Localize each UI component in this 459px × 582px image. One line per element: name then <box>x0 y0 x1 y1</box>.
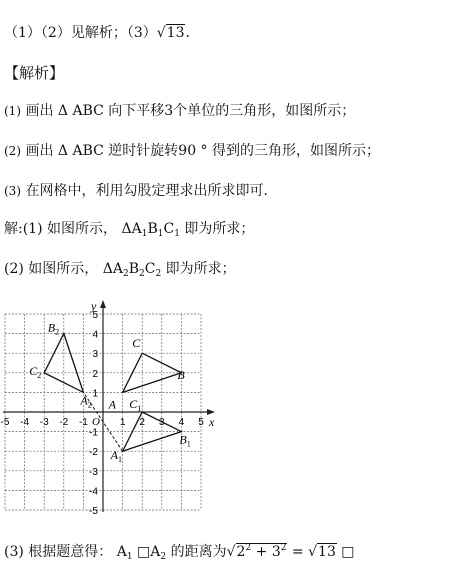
conclusion-box-2: □ <box>336 544 355 560</box>
conclusion-box-1: □ <box>137 544 151 560</box>
label-b1: $B_1$ <box>179 432 191 449</box>
hint-1-num: (1) <box>4 104 21 118</box>
hint-1 <box>4 100 355 120</box>
tri2-sub-c: 2 <box>155 269 162 279</box>
y-tick-label: -4 <box>89 486 98 498</box>
analysis-heading: 【解析】 <box>4 64 65 82</box>
y-tick-label: -2 <box>89 447 98 459</box>
x-tick-label: -2 <box>59 417 69 428</box>
x-axis-label: x <box>209 415 215 429</box>
label-b2: $B_2$ <box>47 320 60 337</box>
y-tick-label: -5 <box>89 506 98 517</box>
conclusion-middle: 的距离为 <box>166 544 227 560</box>
conclusion-radicand-b: 3 <box>271 544 281 560</box>
x-tick-label: -5 <box>0 417 10 428</box>
conclusion-plus: + <box>251 544 272 560</box>
label-c2: $C_2$ <box>29 363 42 380</box>
tri2-vertex-c: C <box>144 261 156 277</box>
tri1-sub-c: 1 <box>174 229 180 239</box>
x-tick-label: -1 <box>78 417 88 428</box>
x-tick-label: 2 <box>139 417 145 428</box>
conclusion-sqrt-sign-2: √ <box>308 544 318 560</box>
hint-2 <box>4 140 380 160</box>
hint-3-num: (3) <box>4 184 21 198</box>
answer-prefix: （1）（2）见解析；（3） <box>4 25 157 41</box>
tri2-delta: Δ <box>102 261 113 277</box>
hint-3 <box>4 180 277 200</box>
answer-sqrt-value: 13 <box>166 25 185 41</box>
label-b: B <box>177 367 185 382</box>
solution-prefix: 解:(1) 如图所示， <box>4 221 117 237</box>
y-axis-arrow <box>100 300 106 308</box>
y-tick-label: 4 <box>92 329 98 341</box>
y-tick-label: 3 <box>92 349 98 361</box>
conclusion-prefix: (3) 根据题意得： <box>4 544 113 560</box>
tri2-vertex-b: B <box>128 261 140 277</box>
x-tick-label: -3 <box>39 417 49 428</box>
tri2-sub-a: 2 <box>122 269 129 279</box>
x-tick-label: 4 <box>178 417 185 428</box>
x-tick-label: 1 <box>119 417 126 428</box>
label-a1: $A_1$ <box>110 448 122 465</box>
tri1-vertex-a: A <box>131 221 142 237</box>
tri2-sub-b: 2 <box>139 269 145 279</box>
conclusion-result: 13 <box>318 544 336 560</box>
y-axis-label: y <box>91 299 97 313</box>
tri1-vertex-b: B <box>147 221 158 237</box>
hint-2-num: (2) <box>4 144 21 158</box>
solution-line-1 <box>4 218 254 239</box>
hint-3-text: 在网格中，利用勾股定理求出所求即可． <box>25 183 278 199</box>
conclusion-sub-2: 2 <box>160 552 167 562</box>
label-a2: $A_2$ <box>80 393 92 410</box>
conclusion-sqrt-sign: √ <box>226 544 236 560</box>
hint-2-text: 画出 Δ ABC 逆时针旋转90 ° 得到的三角形，如图所示； <box>25 143 380 159</box>
tri1-sub-a: 1 <box>141 229 148 239</box>
origin-label: O <box>92 416 100 428</box>
label-a: A <box>108 397 116 412</box>
conclusion-point-a1: A <box>116 544 127 560</box>
conclusion-sub-1: 1 <box>126 552 133 562</box>
solution-line-2 <box>4 258 236 279</box>
y-tick-label: 5 <box>92 310 98 321</box>
answer-sqrt-sign: √ <box>156 25 166 41</box>
coordinate-graph <box>0 288 230 518</box>
x-tick-label: -4 <box>20 417 30 428</box>
conclusion-exp-b: 2 <box>280 543 287 553</box>
answer-suffix: ． <box>185 25 200 41</box>
tri2-vertex-a: A <box>112 261 123 277</box>
x-tick-label: 5 <box>198 417 204 428</box>
label-c1: $C_1$ <box>129 397 142 413</box>
answer-line <box>4 22 199 42</box>
tri1-delta: Δ <box>121 221 132 237</box>
label-c: C <box>132 336 141 351</box>
y-tick-label: 2 <box>92 368 98 380</box>
conclusion-radicand-a: 2 <box>236 544 246 560</box>
hint-1-text: 画出 Δ ABC 向下平移3个单位的三角形，如图所示； <box>25 103 356 119</box>
tri1-vertex-c: C <box>163 221 175 237</box>
solution-line2-prefix: (2) 如图所示， <box>4 261 99 277</box>
conclusion-equals: = <box>287 544 309 560</box>
x-tick-label: 3 <box>159 417 165 428</box>
tri1-sub-b: 1 <box>157 229 164 239</box>
y-tick-label: -3 <box>89 466 98 478</box>
conclusion-line <box>4 541 355 562</box>
tick-labels <box>1 310 205 517</box>
conclusion-exp-a: 2 <box>245 543 252 553</box>
conclusion-point-a2: A <box>150 544 161 560</box>
y-tick-label: 1 <box>92 388 98 400</box>
y-tick-label: -1 <box>89 427 98 439</box>
solution-suffix-2: 即为所求； <box>165 261 236 277</box>
solution-suffix-1: 即为所求； <box>184 221 255 237</box>
